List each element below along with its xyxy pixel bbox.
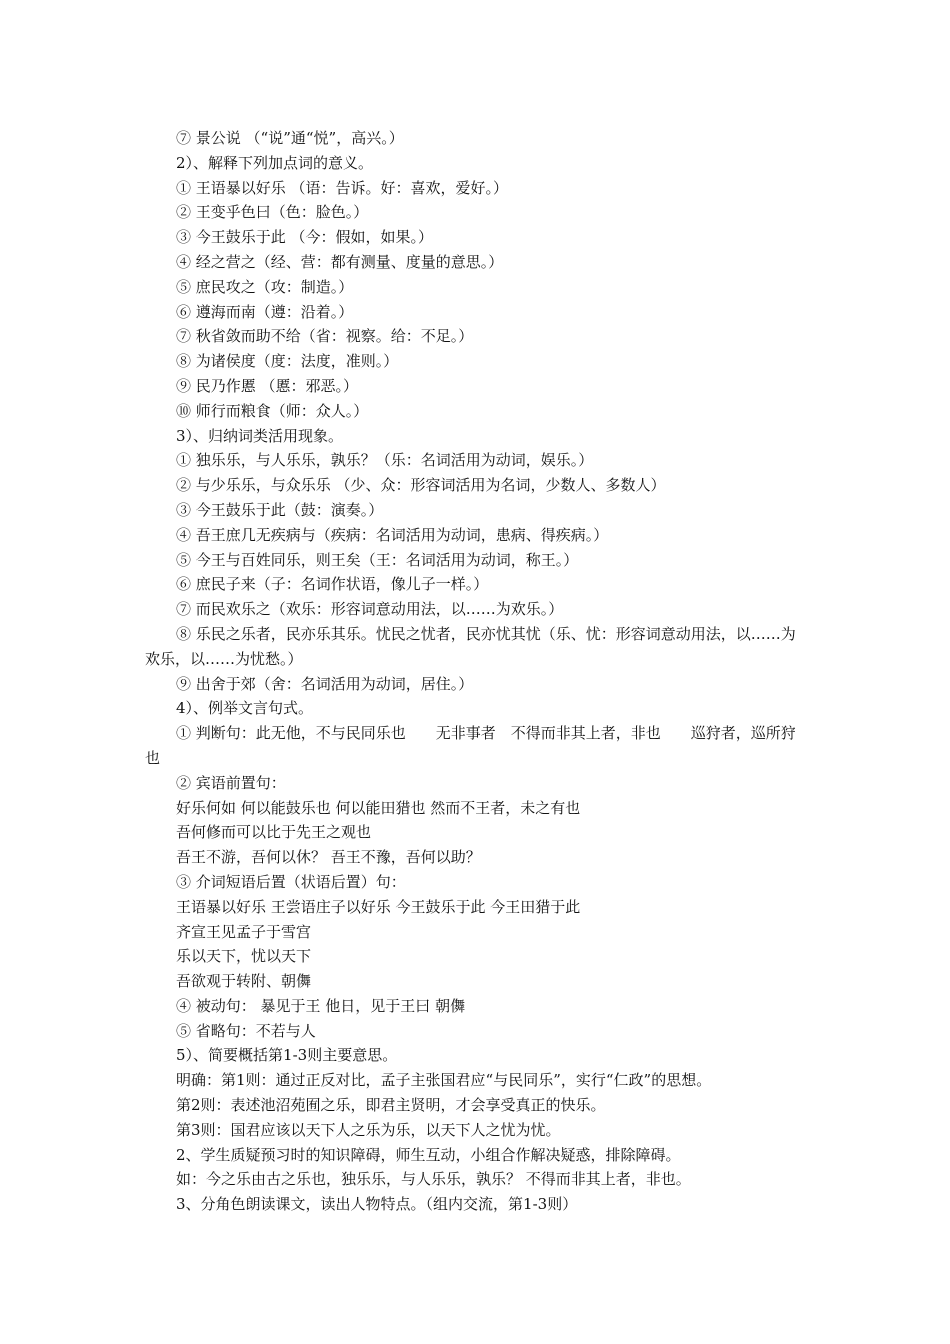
- section-heading: 4）、例举文言句式。: [176, 699, 314, 718]
- text-line: ⑧ 乐民之乐者，民亦乐其乐。忧民之忧者，民亦忧其忧（乐、忧：形容词意动用法，以……为欢乐，以……为忧愁。）: [145, 624, 796, 668]
- text-line: ② 宾语前置句：: [176, 773, 286, 792]
- text-line: ⑨ 民乃作慝 （慝：邪恶。）: [176, 376, 359, 395]
- text-line: ⑥ 庶民子来（子：名词作状语，像儿子一样。）: [176, 575, 489, 594]
- text-line: ⑦ 景公说 （“说”通“悦”，高兴。）: [176, 129, 404, 147]
- text-line: ③ 今王鼓乐于此（鼓：演奏。）: [176, 500, 384, 519]
- text-line: 吾王不游，吾何以休？ 吾王不豫，吾何以助？: [176, 848, 481, 867]
- text-line: ① 独乐乐，与人乐乐，孰乐？（乐：名词活用为动词，娱乐。）: [176, 451, 594, 470]
- text-line: 第2则：表述池沼苑囿之乐，即君主贤明，才会享受真正的快乐。: [176, 1096, 606, 1115]
- text-line: ② 与少乐乐，与众乐乐 （少、众：形容词活用为名词，少数人、多数人）: [176, 476, 666, 495]
- text-line: 好乐何如 何以能鼓乐也 何以能田猎也 然而不王者，未之有也: [176, 798, 581, 817]
- section-heading: 5）、简要概括第1-3则主要意思。: [176, 1046, 398, 1065]
- text-line: ⑦ 秋省敛而助不给（省：视察。给：不足。）: [176, 327, 474, 346]
- text-line: 王语暴以好乐 王尝语庄子以好乐 今王鼓乐于此 今王田猎于此: [176, 897, 581, 916]
- text-line: ② 王变乎色曰（色：脸色。）: [176, 203, 369, 222]
- text-line: ⑤ 庶民攻之（攻：制造。）: [176, 277, 354, 296]
- text-line: ④ 吾王庶几无疾病与（疾病：名词活用为动词，患病、得疾病。）: [176, 525, 609, 544]
- text-line: 吾欲观于转附、朝儛: [176, 972, 312, 991]
- text-line: ⑨ 出舍于郊（舍：名词活用为动词，居住。）: [176, 674, 474, 693]
- section-heading: 2、学生质疑预习时的知识障碍，师生互动，小组合作解决疑惑，排除障碍。: [176, 1145, 681, 1164]
- text-line: 第3则：国君应该以天下人之乐为乐，以天下人之忧为忧。: [176, 1120, 561, 1139]
- section-heading: 3、分角色朗读课文，读出人物特点。（组内交流，第1-3则）: [176, 1195, 578, 1214]
- text-line: ① 王语暴以好乐 （语：告诉。好：喜欢，爱好。）: [176, 178, 509, 197]
- text-line: ④ 被动句： 暴见于王 他日，见于王曰 朝儛: [176, 996, 466, 1015]
- text-line: ③ 介词短语后置（状语后置）句：: [176, 872, 406, 891]
- section-heading: 3）、归纳词类活用现象。: [176, 426, 344, 445]
- text-line: 吾何修而可以比于先王之观也: [176, 823, 372, 842]
- text-line: 乐以天下，忧以天下: [176, 947, 312, 966]
- text-line: ⑧ 为诸侯度（度：法度，准则。）: [176, 352, 399, 371]
- text-line: ⑦ 而民欢乐之（欢乐：形容词意动用法，以……为欢乐。）: [176, 600, 564, 619]
- text-line: ① 判断句：此无他，不与民同乐也 无非事者 不得而非其上者，非也 巡狩者，巡所狩也: [145, 724, 796, 767]
- section-heading: 2）、解释下列加点词的意义。: [176, 153, 374, 172]
- text-line: ⑤ 省略句：不若与人: [176, 1021, 316, 1040]
- document-body: [145, 126, 810, 1217]
- text-line: 明确：第1则：通过正反对比，孟子主张国君应“与民同乐”，实行“仁政”的思想。: [176, 1071, 712, 1090]
- text-line: 如：今之乐由古之乐也，独乐乐，与人乐乐，孰乐？ 不得而非其上者，非也。: [176, 1170, 691, 1189]
- text-line: ⑥ 遵海而南（遵：沿着。）: [176, 302, 354, 321]
- text-line: ⑤ 今王与百姓同乐，则王矣（王：名词活用为动词，称王。）: [176, 550, 579, 569]
- text-line: 齐宣王见孟子于雪宫: [176, 922, 312, 941]
- text-line: ④ 经之营之（经、营：都有测量、度量的意思。）: [176, 252, 504, 271]
- text-line: ⑩ 师行而粮食（师：众人。）: [176, 401, 369, 420]
- text-line: ③ 今王鼓乐于此 （今：假如，如果。）: [176, 228, 434, 247]
